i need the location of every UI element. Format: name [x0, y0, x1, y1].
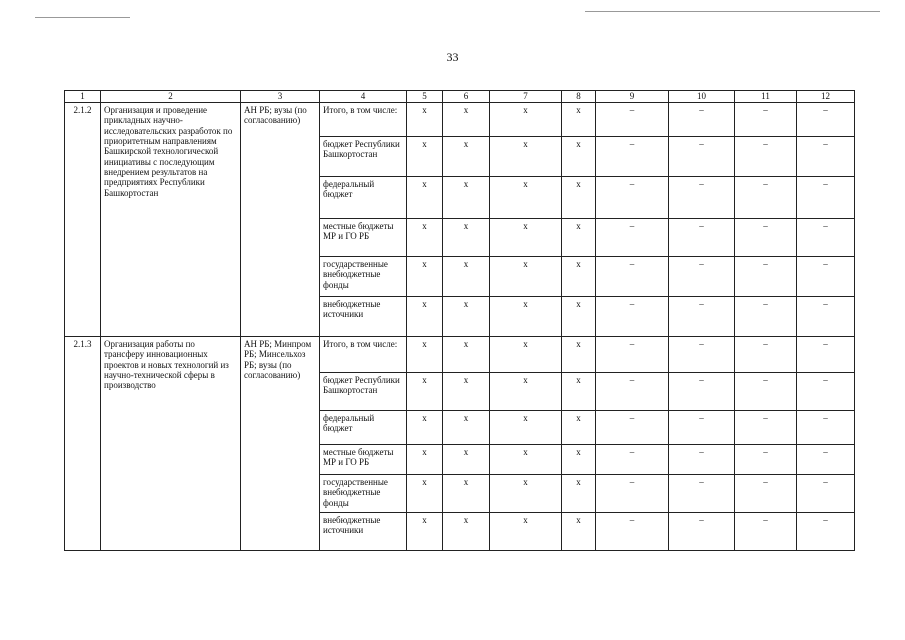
- value-cell: –: [735, 373, 797, 411]
- value-cell: –: [669, 177, 735, 219]
- value-cell: х: [562, 337, 596, 373]
- value-cell: х: [443, 445, 490, 475]
- value-cell: –: [596, 103, 669, 137]
- activity-code: 2.1.2: [65, 103, 101, 337]
- value-cell: –: [735, 475, 797, 513]
- column-number: 8: [562, 91, 596, 103]
- value-cell: –: [735, 219, 797, 257]
- value-cell: х: [490, 257, 562, 297]
- value-cell: –: [797, 297, 855, 337]
- table-row: [65, 337, 855, 373]
- value-cell: х: [562, 445, 596, 475]
- value-cell: х: [443, 337, 490, 373]
- value-cell: х: [407, 219, 443, 257]
- value-cell: –: [735, 411, 797, 445]
- value-cell: х: [490, 373, 562, 411]
- value-cell: –: [596, 513, 669, 551]
- value-cell: х: [407, 103, 443, 137]
- value-cell: х: [562, 297, 596, 337]
- value-cell: –: [797, 137, 855, 177]
- funding-source: местные бюджеты МР и ГО РБ: [320, 219, 407, 257]
- value-cell: –: [797, 475, 855, 513]
- value-cell: –: [596, 445, 669, 475]
- activity-name: Организация и проведение прикладных научно-исследовательских разработок по приоритетным направлениям Башкирской технологической инициативы с последующим внедрением результатов на предприятиях Республики Башкортостан: [101, 103, 241, 337]
- value-cell: –: [669, 297, 735, 337]
- value-cell: х: [443, 103, 490, 137]
- value-cell: х: [407, 257, 443, 297]
- value-cell: –: [735, 513, 797, 551]
- value-cell: –: [797, 373, 855, 411]
- activity-code: 2.1.3: [65, 337, 101, 551]
- value-cell: х: [443, 219, 490, 257]
- column-number: 6: [443, 91, 490, 103]
- value-cell: –: [596, 411, 669, 445]
- value-cell: –: [797, 513, 855, 551]
- value-cell: х: [490, 337, 562, 373]
- value-cell: х: [407, 513, 443, 551]
- value-cell: –: [596, 137, 669, 177]
- value-cell: –: [669, 411, 735, 445]
- funding-source: местные бюджеты МР и ГО РБ: [320, 445, 407, 475]
- value-cell: х: [443, 411, 490, 445]
- value-cell: –: [596, 219, 669, 257]
- column-number: 12: [797, 91, 855, 103]
- value-cell: –: [669, 103, 735, 137]
- value-cell: х: [562, 137, 596, 177]
- value-cell: х: [443, 177, 490, 219]
- value-cell: –: [596, 257, 669, 297]
- value-cell: х: [562, 373, 596, 411]
- funding-source: федеральный бюджет: [320, 411, 407, 445]
- value-cell: х: [407, 337, 443, 373]
- value-cell: х: [443, 373, 490, 411]
- value-cell: х: [407, 137, 443, 177]
- value-cell: х: [443, 297, 490, 337]
- scan-artifact-right: [585, 11, 880, 12]
- value-cell: х: [490, 475, 562, 513]
- value-cell: –: [797, 411, 855, 445]
- value-cell: х: [490, 445, 562, 475]
- value-cell: –: [735, 103, 797, 137]
- funding-source: федеральный бюджет: [320, 177, 407, 219]
- activity-executors: АН РБ; Минпром РБ; Минсельхоз РБ; вузы (по согласованию): [241, 337, 320, 551]
- value-cell: х: [407, 297, 443, 337]
- value-cell: –: [735, 177, 797, 219]
- value-cell: х: [562, 103, 596, 137]
- value-cell: –: [596, 297, 669, 337]
- funding-source: Итого, в том числе:: [320, 337, 407, 373]
- value-cell: х: [490, 137, 562, 177]
- funding-source: государственные внебюджетные фонды: [320, 475, 407, 513]
- funding-source: Итого, в том числе:: [320, 103, 407, 137]
- value-cell: –: [669, 513, 735, 551]
- funding-source: внебюджетные источники: [320, 297, 407, 337]
- activity-executors: АН РБ; вузы (по согласованию): [241, 103, 320, 337]
- value-cell: –: [735, 337, 797, 373]
- value-cell: х: [407, 373, 443, 411]
- value-cell: –: [735, 445, 797, 475]
- funding-source: бюджет Республики Башкортостан: [320, 373, 407, 411]
- value-cell: –: [669, 137, 735, 177]
- value-cell: –: [596, 373, 669, 411]
- value-cell: х: [407, 177, 443, 219]
- value-cell: х: [562, 411, 596, 445]
- value-cell: –: [669, 373, 735, 411]
- value-cell: х: [443, 513, 490, 551]
- value-cell: х: [407, 411, 443, 445]
- value-cell: –: [797, 177, 855, 219]
- funding-source: государственные внебюджетные фонды: [320, 257, 407, 297]
- column-number: 5: [407, 91, 443, 103]
- value-cell: –: [797, 257, 855, 297]
- value-cell: –: [797, 103, 855, 137]
- value-cell: х: [490, 177, 562, 219]
- activity-name: Организация работы по трансферу инновационных проектов и новых технологий из научно-технической сферы в производство: [101, 337, 241, 551]
- table-row: [65, 103, 855, 137]
- value-cell: х: [407, 475, 443, 513]
- value-cell: х: [490, 219, 562, 257]
- column-number: 2: [101, 91, 241, 103]
- value-cell: х: [490, 297, 562, 337]
- value-cell: –: [596, 177, 669, 219]
- value-cell: –: [596, 475, 669, 513]
- column-number: 3: [241, 91, 320, 103]
- value-cell: х: [562, 219, 596, 257]
- value-cell: –: [669, 219, 735, 257]
- value-cell: х: [562, 513, 596, 551]
- value-cell: –: [669, 445, 735, 475]
- page-number: 33: [446, 50, 459, 64]
- value-cell: х: [443, 257, 490, 297]
- value-cell: –: [669, 337, 735, 373]
- value-cell: –: [669, 475, 735, 513]
- scan-artifact-left: [35, 17, 130, 18]
- value-cell: –: [669, 257, 735, 297]
- funding-source: бюджет Республики Башкортостан: [320, 137, 407, 177]
- value-cell: х: [562, 475, 596, 513]
- funding-source: внебюджетные источники: [320, 513, 407, 551]
- column-number: 11: [735, 91, 797, 103]
- value-cell: х: [562, 177, 596, 219]
- column-number: 10: [669, 91, 735, 103]
- value-cell: х: [443, 475, 490, 513]
- value-cell: –: [797, 219, 855, 257]
- value-cell: х: [443, 137, 490, 177]
- column-number: 9: [596, 91, 669, 103]
- plan-table: [64, 90, 855, 551]
- value-cell: –: [797, 337, 855, 373]
- value-cell: х: [490, 513, 562, 551]
- value-cell: –: [735, 297, 797, 337]
- column-number: 7: [490, 91, 562, 103]
- value-cell: х: [490, 411, 562, 445]
- value-cell: –: [596, 337, 669, 373]
- value-cell: –: [735, 257, 797, 297]
- value-cell: х: [490, 103, 562, 137]
- column-number-row: [65, 91, 855, 103]
- column-number: 4: [320, 91, 407, 103]
- value-cell: х: [407, 445, 443, 475]
- value-cell: –: [797, 445, 855, 475]
- value-cell: х: [562, 257, 596, 297]
- value-cell: –: [735, 137, 797, 177]
- column-number: 1: [65, 91, 101, 103]
